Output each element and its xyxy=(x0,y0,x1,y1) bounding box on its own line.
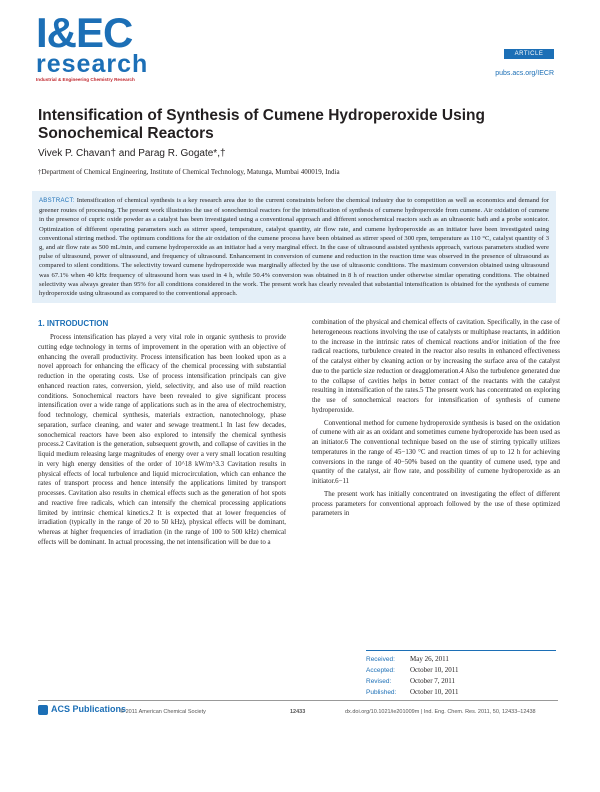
acs-icon xyxy=(38,705,48,715)
article-badge: ARTICLE xyxy=(504,49,554,59)
logo-tagline: Industrial & Engineering Chemistry Research xyxy=(36,77,135,82)
history-value: October 7, 2011 xyxy=(410,677,456,685)
copyright: © 2011 American Chemical Society xyxy=(120,709,206,715)
journal-url[interactable]: pubs.acs.org/IECR xyxy=(495,70,554,77)
publisher-name: ACS Publications xyxy=(51,704,127,714)
abstract-label: ABSTRACT: xyxy=(39,198,75,204)
author-list: Vivek P. Chavan† and Parag R. Gogate*,† xyxy=(38,148,226,159)
abstract-text: Intensification of chemical synthesis is a key research area due to the current constraints before the chemical industry due to competition as well as economics and demand for greener routes of processing. The present work illustrates the use of sonochemical reactors for the intensification of synthesis of cumene hydroperoxide from cumene. Air oxidation of cumene in the presence of cupric oxide powder as a catalyst has been investigated using a conventional approach and different sonochemical reactors such as an ultrasonic bath and a probe sonicator. Optimization of different operating parameters such as stirrer speed, temperature, catalyst quantity, air flow rate, and cumene hydroperoxide as an initiator have been investigated using conventional stirring method. The optimum conditions for the air oxidation of the cumene process have been obtained as stirrer speed of 300 rpm, temperature as 110 °C, catalyst quantity of 3 g, and air flow rate as 500 mL/min, and cumene hydroperoxide as an initiator had a very marginal effect. In the case of ultrasound assisted synthesis approach, various parameters studied were pulse of ultrasound, power of ultrasound, and frequency of ultrasound. Enhancement in conversion of cumene and reduction in the reaction time was observed in the presence of ultrasound as compared to silent conditions. The selectivity toward cumene hydroperoxide was marginally affected by the use of ultrasonic conditions. The maximum conversion obtained using ultrasound was 67.1% when 40 kHz frequency of ultrasound horn was used in 4 h, while 50.4% conversion was obtained in 8 h of reaction under otherwise similar operating conditions. The obtained selectivity was always greater than 95% for all conditions considered in the work. The present work has clearly revealed that substantial intensification is obtained for the synthesis of cumene hydroperoxide using ultrasound as compared to the conventional approach. xyxy=(39,197,549,298)
logo-sub: research xyxy=(36,50,149,78)
history-label: Revised: xyxy=(366,678,392,685)
left-column xyxy=(38,333,286,551)
paragraph: combination of the physical and chemical effects of cavitation. Specifically, in the case of heterogeneous reactions involving the use of catalysts or multiphase reactants, in addition to the increase in the intrinsic rates of chemical reactions and/or initiation of the free radical reactions, turbulence created in the reactor also results in enhanced effectiveness of the catalyst either by cleaning action or by increasing the surface area of the catalyst due to the particle size reduction or deagglomeration.4 Also the turbulence generated due to the collapse of cavities helps in better contact of the reactants with the catalyst resulting in intensification of the rates.5 The present work has concentrated on exploring the use of sonochemical reactors for intensification of synthesis of cumene hydroperoxide. xyxy=(312,319,560,414)
logo-main: I&EC xyxy=(36,9,133,56)
history-divider xyxy=(366,650,556,651)
footer-divider xyxy=(38,700,558,701)
paragraph: Process intensification has played a very vital role in organic synthesis to provide cutting edge technology in terms of improvement in the operation with an objective of enhancing the overall productivity. Process intensification has been looked upon as a novel approach for enhancing the efficacy of the chemical processing with substantial reduction in the operating costs. Use of process intensification principals can give enhanced reaction rates, conversion, yield, selectivity, and also use of mild reaction conditions. Sonochemical reactors have been revealed to give significant process intensification over a wide range of applications such as in the area of electrochemistry, food technology, chemical synthesis, materials extraction, nanotechnology, phase separation, surface cleaning, and water and sewage treatment.1 In last few decades, sonochemical reactors have been also explored to intensify the chemical synthesis process.2 Cavitation is the generation, subsequent growth, and collapse of cavities in the liquid medium releasing large magnitudes of energy over a very small location resulting in very high energy densities of the order of 10^18 kW/m^3.3 Cavitation results in physical effects of local turbulence and liquid microcirculation, which can enhance the rates of transport process and hence intensify the applications limited by transport processes. Cavitation also results in chemical effects such as the generation of hot spots and reactive free radicals, which can intensify the chemical processing applications limited by intrinsic chemical kinetics.2 It is expected that at lower frequencies of irradiation (typically in the range of 20 to 50 kHz), physical effects will be dominant, whereas at higher frequencies of irradiation (in the range of 100 to 500 kHz) chemical effects will be dominant. In actual processing, the net intensification will be due to a xyxy=(38,334,286,546)
page-number: 12433 xyxy=(290,709,306,715)
history-value: May 26, 2011 xyxy=(410,655,449,663)
history-value: October 10, 2011 xyxy=(410,666,459,674)
publisher-logo xyxy=(38,704,126,715)
section-heading: 1. INTRODUCTION xyxy=(38,319,109,328)
history-row xyxy=(366,676,459,687)
abstract-box xyxy=(32,191,556,303)
history-value: October 10, 2011 xyxy=(410,688,459,696)
publication-history xyxy=(366,654,459,698)
doi-link[interactable]: dx.doi.org/10.1021/ie201009m | Ind. Eng. Chem. Res. 2011, 50, 12433–12438 xyxy=(345,709,536,715)
journal-logo xyxy=(36,9,149,83)
history-label: Accepted: xyxy=(366,667,395,674)
right-column xyxy=(312,318,560,522)
history-label: Published: xyxy=(366,689,397,696)
history-row xyxy=(366,687,459,698)
history-label: Received: xyxy=(366,656,395,663)
history-row xyxy=(366,665,459,676)
article-title: Intensification of Synthesis of Cumene Hydroperoxide Using Sonochemical Reactors xyxy=(38,107,485,142)
affiliation: †Department of Chemical Engineering, Institute of Chemical Technology, Matunga, Mumbai 400019, India xyxy=(38,168,340,176)
paragraph: Conventional method for cumene hydroperoxide synthesis is based on the oxidation of cumene with air as an oxidant and sometimes cumene hydroperoxide has been used as an initiator.6 The conventional technique based on the use of stirring typically utilizes temperatures in the range of 45−130 °C and reaction times of up to 12 h for achieving conversions in the range of 40−50% based on the quantity of cumene used, type and quantity of the catalyst, air flow rate, and possibility of cumene hydroperoxide as an initiator.6−11 xyxy=(312,419,560,485)
paragraph: The present work has initially concentrated on investigating the effect of different process parameters for conventional approach followed by the use of these optimized parameters in xyxy=(312,490,560,518)
history-row xyxy=(366,654,459,665)
